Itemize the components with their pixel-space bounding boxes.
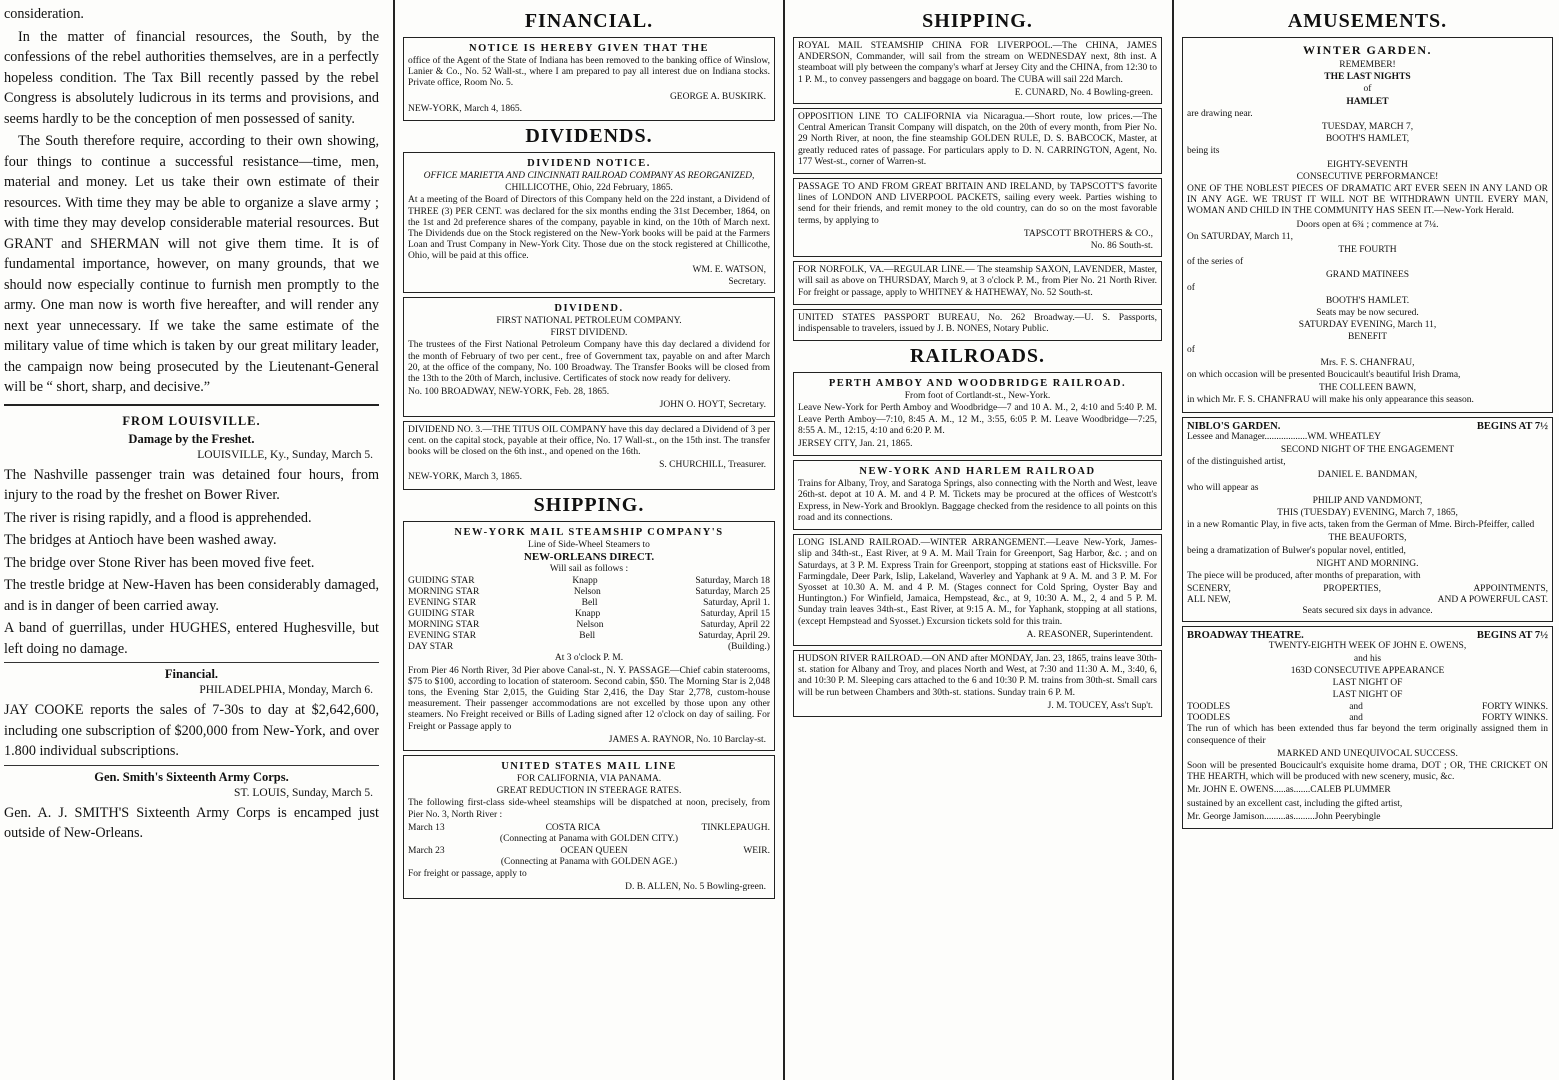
ad-place: CHILLICOTHE, Ohio, 22d February, 1865. [505, 183, 673, 194]
ad-line: THE LAST NIGHTS [1324, 72, 1411, 83]
ad-line: SATURDAY EVENING, March 11, [1298, 320, 1437, 331]
ad-connection: (Connecting at Panama with GOLDEN AGE.) [500, 856, 678, 867]
long-island-railroad-ad [793, 534, 1162, 646]
ad-title: WINTER GARDEN. [1302, 43, 1432, 57]
financial-column [393, 0, 781, 1080]
ad-line: GRAND MATINEES [1325, 270, 1410, 281]
ad-line: NIGHT AND MORNING. [1316, 558, 1419, 569]
editorial-paragraph: The South therefore require, according to their own showing, four things to continue a successful resistance—time, men, material and money. Let us take their own estimate of their resources. With time they may be able to organize a slave army ; with time they may develop considerable material resources. But GRANT and SHERMAN will not give them time. It is of fundamental importance, however, on many grounds, that we should now especially continue to furnish men promptly to the army. One man now is worth five hereafter, and will render any next year unnecessary. If we take the same estimate of the military value of time which is taken by our great military leader, the campaign now being prosecuted by the Lieutenant-General will be “ short, sharp, and decisive.” [4, 133, 379, 395]
harlem-railroad-ad [793, 460, 1162, 530]
sailing-schedule [408, 576, 770, 653]
ad-date: NEW-YORK, March 3, 1865. [408, 472, 522, 483]
ad-body: PASSAGE TO AND FROM GREAT BRITAIN AND IRELAND, by TAPSCOTT'S favorite lines of LONDON AND LIVERPOOL PACKETS, sailing every week. Parties wishing to send for their friends, and remit money to the old country, can do so on the most favorable terms, by applying to [798, 182, 1157, 226]
schedule-row: GUIDING STAR Knapp Saturday, March 18 [408, 576, 770, 587]
dispatch-paragraph: The Nashville passenger train was detained four hours, from injury to the road by the freshet on Bower River. [4, 466, 379, 503]
ad-line: Line of Side-Wheel Steamers to [528, 539, 650, 550]
ad-line: of the distinguished artist, [1187, 457, 1286, 468]
ad-line: Seats may be now secured. [1316, 308, 1419, 319]
broadway-theatre-ad [1182, 626, 1553, 829]
ad-body: The run of which has been extended thus far beyond the term originally assigned them in consequence of their [1187, 724, 1548, 746]
ad-body: ROYAL MAIL STEAMSHIP CHINA FOR LIVERPOOL.—The CHINA, JAMES ANDERSON, Commander, will sail from the stream on WEDNESDAY next, 8th inst. A steamboat will ply between the company's wharf at Jersey City and the CHINA, from 12:30 to 1 P. M., to convey passengers and baggage on board. The CUBA will sail 22d March. [798, 41, 1157, 85]
ad-time: At 3 o'clock P. M. [554, 653, 624, 664]
ad-signature: GEORGE A. BUSKIRK. [669, 91, 766, 102]
ad-line: of [1363, 84, 1372, 95]
ad-body: The following first-class side-wheel steamships will be dispatched at noon, precisely, from Pier No. 3, North River : [408, 798, 770, 820]
ad-line: LAST NIGHT OF [1332, 677, 1403, 688]
ad-body: From Pier 46 North River, 3d Pier above Canal-st., N. Y. PASSAGE—Chief cabin staterooms, $75 to $100, according to location of stateroom. Second cabin, $50. The Morning Star is 2,048 tons, the Evening Star 2,015, the Guiding Star 2,416, the Day Star 2,778, custom-house measurement. Their passenger accommodations are not excelled by those upon any other steamers. No Freight received or Bills of Lading signed after 12 o'clock on day of sailing. For Freight or Passage apply to [408, 665, 770, 732]
ad-line: THE COLLEEN BAWN, [1318, 383, 1417, 394]
ad-apply: For freight or passage, apply to [408, 869, 527, 880]
passport-bureau-ad [793, 309, 1162, 341]
opposition-line-ad [793, 108, 1162, 174]
dividend-notice-ad [403, 152, 775, 293]
editorial-column [0, 0, 385, 1080]
norfolk-ad [793, 261, 1162, 305]
passage-ad [793, 178, 1162, 257]
ad-line: are drawing near. [1187, 108, 1253, 119]
ad-title-row: BROADWAY THEATRE. BEGINS AT 7½ [1187, 630, 1548, 642]
divider [4, 404, 379, 406]
ad-body: Trains for Albany, Troy, and Saratoga Springs, also connecting with the North and West, leave 26th-st. depot at 10 A. M. and 4 P. M. Tickets may be procured at the offices of Westcott's Express, in New-York and Brooklyn. Baggage checked from the residence to all points on this road and its connections. [798, 479, 1157, 523]
ad-body: ONE OF THE NOBLEST PIECES OF DRAMATIC ART EVER SEEN IN ANY LAND OR IN ANY AGE. WE TRUST IT WILL NOT BE WITHDRAWN UNTIL EVERY MAN, WOMAN AND CHILD IN THE COMMUNITY HAS SEEN IT.—New-York Herald. [1187, 184, 1548, 217]
ad-line: and his [1353, 653, 1382, 664]
ad-line: On SATURDAY, March 11, [1187, 231, 1294, 242]
ad-line: LAST NIGHT OF [1332, 690, 1403, 701]
ad-title: NEW-YORK MAIL STEAMSHIP COMPANY'S [454, 526, 724, 538]
dispatch-paragraph: Gen. A. J. SMITH'S Sixteenth Army Corps is encamped just outside of New-Orleans. [4, 804, 379, 841]
ad-company: FIRST NATIONAL PETROLEUM COMPANY. [496, 316, 682, 327]
petroleum-dividend-ad [403, 297, 775, 417]
ad-title: DIVIDEND NOTICE. [527, 158, 651, 170]
ad-line: Mr. JOHN E. OWENS.....as.......CALEB PLUMMER [1187, 785, 1391, 796]
ad-line: TUESDAY, MARCH 7, [1321, 122, 1414, 133]
sailing-row: March 13 COSTA RICA TINKLEPAUGH. [408, 822, 770, 833]
ad-title: DIVIDEND. [554, 303, 624, 315]
ad-from: From foot of Cortlandt-st., New-York. [904, 391, 1051, 402]
ad-line: in which Mr. F. S. CHANFRAU will make his only appearance this season. [1187, 395, 1474, 406]
financial-dateline: PHILADELPHIA, Monday, March 6. [199, 684, 373, 696]
ad-row: TOODLES and FORTY WINKS. [1187, 702, 1548, 713]
ad-body: UNITED STATES PASSPORT BUREAU, No. 262 Broadway.—U. S. Passports, indispensable to travelers, issued by J. B. NONES, Notary Public. [798, 312, 1157, 335]
dispatch-paragraph: The river is rising rapidly, and a flood is apprehended. [4, 509, 312, 526]
ad-signature: JOHN O. HOYT, Secretary. [659, 400, 766, 411]
ad-line: SECOND NIGHT OF THE ENGAGEMENT [1280, 444, 1455, 455]
ad-body: LONG ISLAND RAILROAD.—WINTER ARRANGEMENT.—Leave New-York, James-slip and 34th-st., East River, at 9 A. M. Mail Train for Greenport, Sag Harbor, &c. ; and on Saturdays, at 3 P. M. Express Train for Greenport, stopping at stations east of Hicksville. For Farmingdale, Deer Park, Islip, Lakeland, Waverley and Yaphank at 9 A. M. and 3 P. M. For Syosset at 10.30 A. M. and 4 P. M. (Stages connect for Cold Spring, Oyster Bay and Huntington.) For Winfield, Jamaica, Hempstead, &c., at 9, 10:30 A. M., 2, 4 and 5 P. M. Sunday train leaves 34th-st., East River, at 9:15 A. M., for Yaphank, stopping at all stations, (except Hempstead and Syosset.) Excursion tickets sold for this train. [798, 538, 1157, 627]
ad-line: EIGHTY-SEVENTH [1327, 159, 1408, 170]
schedule-row: EVENING STAR Bell Saturday, April 29. [408, 631, 770, 642]
ad-body: HUDSON RIVER RAILROAD.—ON AND after MONDAY, Jan. 23, 1865, trains leave 30th-st. station for Albany and Troy, and places North and West, at 7:30 and 11:30 A. M., 3:40, 6, and 10:30 P. M. Sleeping cars attached to the 6 and 10:30 P. M. trains from 30th-st. Small cars will be run between Chambers and 30th-st. stations. Sunday train 6 P. M. [798, 653, 1157, 698]
dispatch-paragraph: A band of guerrillas, under HUGHES, entered Hughesville, but left doing no damage. [4, 620, 379, 657]
ad-line: DANIEL E. BANDMAN, [1317, 470, 1418, 481]
ad-role: Secretary. [728, 276, 766, 287]
ad-line: PHILIP AND VANDMONT, [1312, 495, 1423, 506]
ad-signature: J. M. TOUCEY, Ass't Sup't. [1047, 700, 1153, 711]
railroads-heading: RAILROADS. [909, 345, 1046, 368]
amusements-heading: AMUSEMENTS. [1287, 10, 1448, 32]
indiana-notice-ad [403, 37, 775, 121]
mail-steamship-ad [403, 521, 775, 751]
ad-line: sustained by an excellent cast, including the gifted artist, [1187, 798, 1403, 809]
ad-signature: JAMES A. RAYNOR, No. 10 Barclay-st. [608, 734, 766, 745]
ad-line: Doors open at 6¾ ; commence at 7¼. [1296, 219, 1439, 230]
ad-date: NEW-YORK, March 4, 1865. [408, 103, 522, 114]
dividends-heading: DIVIDENDS. [525, 125, 653, 148]
ad-body: OPPOSITION LINE TO CALIFORNIA via Nicaragua.—Short route, low prices.—The Central American Transit Company will dispatch, on the 20th of every month, from Pier No. 29 North River, at noon, the fine steamship GOLDEN RULE, D. S. BABCOCK, Master, at greatly reduced rates of passage. For particulars apply to D. N. CARRINGTON, Agent, No. 177 West-st., corner of Warren-st. [798, 112, 1157, 167]
ad-place: No. 100 BROADWAY, NEW-YORK, Feb. 28, 1865. [408, 387, 610, 398]
ad-signature: A. REASONER, Superintendent. [1026, 629, 1153, 640]
ad-line: Mr. George Jamison.........as.........John Peerybingle [1187, 811, 1381, 822]
ad-line: REMEMBER! [1339, 60, 1396, 70]
shipping-heading: SHIPPING. [922, 10, 1033, 32]
ad-destination: NEW-ORLEANS DIRECT. [523, 550, 655, 563]
divider [4, 662, 379, 663]
dispatch-paragraph: The bridge over Stone River has been moved five feet. [4, 554, 315, 571]
divider [4, 765, 379, 766]
ad-line: of [1187, 344, 1195, 355]
dispatch-paragraph: JAY COOKE reports the sales of 7-30s to day at $2,642,600, including one subscription of $200,000 from New-York, and over 1.800 individual subscriptions. [4, 702, 379, 759]
amusements-column [1172, 0, 1559, 1080]
ad-body: Soon will be presented Boucicault's exquisite home drama, DOT ; OR, THE CRICKET ON THE HEARTH, which will be produced with new scenery, music, &c. [1187, 760, 1548, 783]
ad-line: in a new Romantic Play, in five acts, taken from the German of Mme. Birch-Pfeiffer, called [1187, 520, 1535, 531]
ad-body: DIVIDEND NO. 3.—THE TITUS OIL COMPANY have this day declared a Dividend of 3 per cent. on the capital stock, payable at their office, No. 17 Wall-st., on the 15th inst. The transfer books will be closed on the 6th inst., and opened on the 16th. [408, 424, 770, 458]
schedule-row: MORNING STAR Nelson Saturday, April 22 [408, 620, 770, 631]
ad-line: THIS (TUESDAY) EVENING, March 7, 1865, [1277, 507, 1458, 518]
ad-line: BENEFIT [1347, 332, 1388, 343]
winter-garden-ad [1182, 37, 1553, 413]
editorial-paragraph: In the matter of financial resources, the South, by the confessions of the rebel authorities themselves, are in a perfectly hopeless condition. The Tax Bill recently passed by the rebel Congress is absolutely ludicrous in its terms and provisions, and seems hardly to be the conception of men possessed of sanity. [4, 28, 379, 127]
ad-line: being its [1187, 146, 1220, 157]
perth-amboy-ad [793, 372, 1162, 456]
ad-body: At a meeting of the Board of Directors of this Company held on the 22d instant, a Dividend of THREE (3) PER CENT. was declared for the six months ending the 31st December, 1864, on the 1st and 2d preference shares of the company, payable in kind, on the 10th of March next. The Dividends due on the Stock registered on the New-York books will be paid at the Farmers Loan and Trust Company in New-York City. Those due on the stock registered at Chillicothe, Ohio, will be paid at this office. [408, 195, 770, 262]
ad-signature: S. CHURCHILL, Treasurer. [659, 460, 766, 471]
ad-body: The trustees of the First National Petroleum Company have this day declared a dividend for the month of February of two per cent., free of Government tax, payable on and after March 20, at the office of the company, No. 100 Broadway. The Transfer Books will be closed from the 13th to the 20th of March, inclusive. Certificates of stock now ready for delivery. [408, 340, 770, 385]
dispatch-paragraph: The bridges at Antioch have been washed away. [4, 532, 277, 548]
ad-line: being a dramatization of Bulwer's popular novel, entitled, [1187, 545, 1406, 556]
ad-line: of the series of [1187, 257, 1244, 268]
titus-oil-ad [403, 421, 775, 490]
ad-line: HAMLET [1346, 96, 1389, 107]
editorial-paragraph: consideration. [4, 6, 84, 22]
ad-for: FOR CALIFORNIA, VIA PANAMA. [516, 773, 662, 784]
ad-line: of [1187, 282, 1195, 293]
ad-line: Seats secured six days in advance. [1302, 606, 1433, 617]
ad-row: SCENERY, PROPERTIES, APPOINTMENTS, [1187, 584, 1548, 595]
dispatch-paragraph: The trestle bridge at New-Haven has been considerably damaged, and is in danger of been carried away. [4, 577, 379, 614]
shipping-railroads-column [783, 0, 1168, 1080]
louisville-subheading: Damage by the Freshet. [128, 431, 255, 446]
ad-lead: NOTICE IS HEREBY GIVEN THAT THE [469, 43, 709, 54]
schedule-row: GUIDING STAR Knapp Saturday, April 15 [408, 609, 770, 620]
ad-line: on which occasion will be presented Boucicault's beautiful Irish Drama, [1187, 370, 1461, 381]
ad-great: GREAT REDUCTION IN STEERAGE RATES. [496, 786, 682, 797]
ad-line: Mrs. F. S. CHANFRAU, [1320, 357, 1415, 368]
ad-row: ALL NEW, AND A POWERFUL CAST. [1187, 595, 1548, 606]
louisville-heading: FROM LOUISVILLE. [122, 413, 261, 428]
ad-signature: TAPSCOTT BROTHERS & CO., [1023, 228, 1153, 239]
ad-line: who will appear as [1187, 482, 1259, 493]
ad-body: Leave New-York for Perth Amboy and Woodbridge—7 and 10 A. M., 2, 4:10 and 5:40 P. M. Leave Perth Amboy—7:10, 8:45 A. M., 12 M., 3:55, 6:05 P. M. Leave Woodbridge—7:25, 8:55 A. M., 12:15, 4:10 and 6:20 P. M. [798, 403, 1157, 436]
ad-line: BOOTH'S HAMLET. [1325, 295, 1410, 306]
smith-dateline: ST. LOUIS, Sunday, March 5. [234, 786, 373, 799]
ad-body: FOR NORFOLK, VA.—REGULAR LINE.— The steamship SAXON, LAVENDER, Master, will sail as above on THURSDAY, March 9, at 3 o'clock P. M., from Pier No. 21 North River. For freight or passage, apply to WHITNEY & HATHEWAY, No. 52 South-st. [798, 265, 1157, 298]
louisville-dateline: LOUISVILLE, Ky., Sunday, March 5. [197, 448, 373, 461]
ad-line: TWENTY-EIGHTH WEEK OF JOHN E. OWENS, [1268, 641, 1467, 652]
ad-line: The piece will be produced, after months of preparation, with [1187, 570, 1421, 581]
ad-title-row: NIBLO'S GARDEN. BEGINS AT 7½ [1187, 420, 1548, 432]
schedule-row: MORNING STAR Nelson Saturday, March 25 [408, 587, 770, 598]
ad-line: BOOTH'S HAMLET, [1325, 134, 1410, 145]
ad-signature: WM. E. WATSON, [692, 264, 766, 275]
ad-date: JERSEY CITY, Jan. 21, 1865. [798, 439, 913, 450]
schedule-row: EVENING STAR Bell Saturday, April 1. [408, 598, 770, 609]
ad-line: CONSECUTIVE PERFORMANCE! [1296, 171, 1439, 182]
ad-title: UNITED STATES MAIL LINE [501, 760, 677, 772]
financial-heading: FINANCIAL. [524, 10, 654, 32]
ad-body: office of the Agent of the State of Indiana has been removed to the banking office of Winslow, Lanier & Co., No. 52 Wall-st., where I am prepared to pay all interest due on Indiana stocks. Private office, Room No. 5. [408, 56, 770, 89]
ad-line: THE FOURTH [1338, 245, 1397, 256]
ad-signature: E. CUNARD, No. 4 Bowling-green. [1014, 87, 1153, 98]
us-mail-line-ad [403, 755, 775, 899]
ad-row: TOODLES and FORTY WINKS. [1187, 713, 1548, 724]
ad-connection: (Connecting at Panama with GOLDEN CITY.) [499, 833, 679, 844]
ad-company-sub: FIRST DIVIDEND. [550, 328, 628, 339]
ad-line: 163D CONSECUTIVE APPEARANCE [1290, 665, 1445, 676]
niblos-garden-ad [1182, 417, 1553, 623]
sailing-row: March 23 OCEAN QUEEN WEIR. [408, 845, 770, 856]
ad-address: No. 86 South-st. [1090, 241, 1153, 252]
ad-office: OFFICE MARIETTA AND CINCINNATI RAILROAD COMPANY AS REORGANIZED, [423, 171, 755, 182]
smith-subheading: Gen. Smith's Sixteenth Army Corps. [94, 769, 289, 784]
hudson-river-railroad-ad [793, 650, 1162, 717]
ad-signature: D. B. ALLEN, No. 5 Bowling-green. [625, 882, 766, 893]
schedule-row: DAY STAR (Building.) [408, 642, 770, 653]
ad-will-sail: Will sail as follows : [549, 564, 629, 575]
china-steamship-ad [793, 37, 1162, 104]
ad-line: MARKED AND UNEQUIVOCAL SUCCESS. [1277, 748, 1458, 759]
ad-title: PERTH AMBOY AND WOODBRIDGE RAILROAD. [828, 378, 1127, 390]
ad-title: NEW-YORK AND HARLEM RAILROAD [859, 466, 1096, 478]
shipping-heading: SHIPPING. [533, 493, 645, 516]
ad-line: THE BEAUFORTS, [1328, 533, 1407, 544]
ad-line: Lessee and Manager..................WM. WHEATLEY [1187, 431, 1381, 442]
financial-subheading: Financial. [164, 667, 219, 681]
